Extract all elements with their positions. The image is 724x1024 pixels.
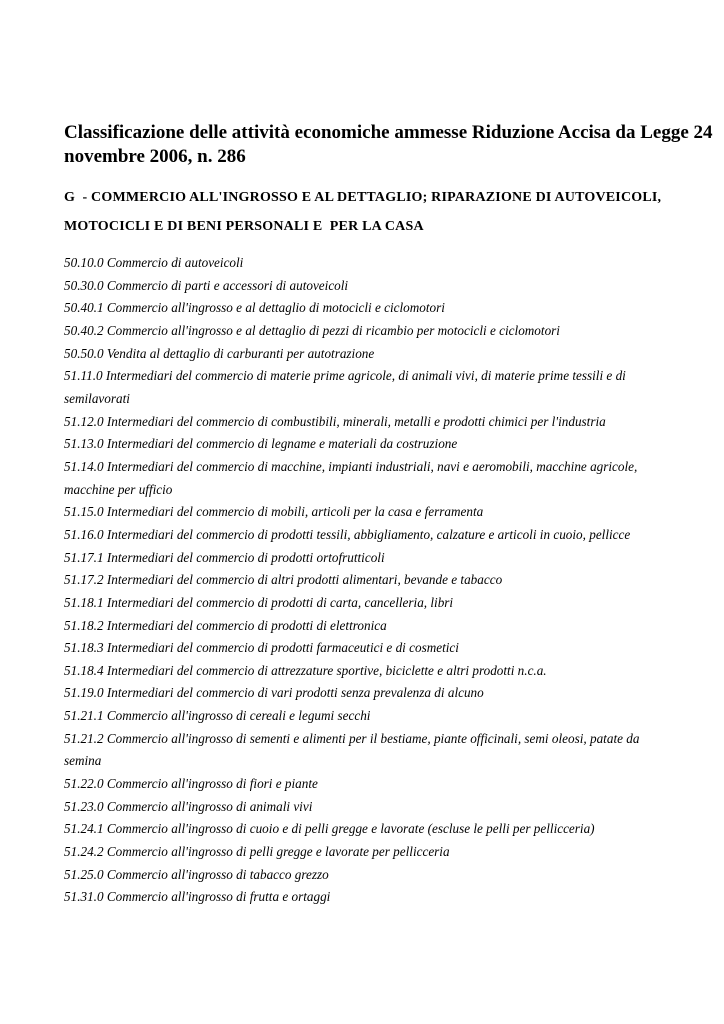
activity-line: 51.19.0 Intermediari del commercio di vari prodotti senza prevalenza di alcuno <box>64 685 484 701</box>
document-title-line1: Classificazione delle attività economiche ammesse Riduzione Accisa da Legge 24 <box>64 122 713 143</box>
document-title <box>64 121 713 168</box>
activity-line: macchine per ufficio <box>64 481 173 497</box>
activity-line: 51.25.0 Commercio all'ingrosso di tabacco grezzo <box>64 866 329 882</box>
section-heading <box>64 184 661 241</box>
document-title-line2: novembre 2006, n. 286 <box>64 145 246 167</box>
activity-line: 51.21.1 Commercio all'ingrosso di cereali e legumi secchi <box>64 708 371 724</box>
activity-line: 51.21.2 Commercio all'ingrosso di sementi e alimenti per il bestiame, piante officinali, semi oleosi, patate da <box>64 730 640 746</box>
section-heading-line2: MOTOCICLI E DI BENI PERSONALI E PER LA CASA <box>64 218 424 234</box>
activity-line: 50.10.0 Commercio di autoveicoli <box>64 255 244 270</box>
activity-line: semilavorati <box>64 390 130 406</box>
activity-line: 51.18.4 Intermediari del commercio di attrezzature sportive, biciclette e altri prodotti n.c.a. <box>64 662 547 678</box>
section-heading-line1: G - COMMERCIO ALL'INGROSSO E AL DETTAGLIO; RIPARAZIONE DI AUTOVEICOLI, <box>64 190 662 205</box>
activity-line: 50.50.0 Vendita al dettaglio di carburanti per autotrazione <box>64 345 375 361</box>
activity-line: 51.16.0 Intermediari del commercio di prodotti tessili, abbigliamento, calzature e articoli in cuoio, pellicce <box>64 526 631 542</box>
activity-line: 51.24.1 Commercio all'ingrosso di cuoio e di pelli gregge e lavorate (escluse le pelli per pellicceria) <box>64 821 595 837</box>
activity-line: 51.18.3 Intermediari del commercio di prodotti farmaceutici e di cosmetici <box>64 640 459 656</box>
activity-line: 51.15.0 Intermediari del commercio di mobili, articoli per la casa e ferramenta <box>64 504 484 520</box>
activity-line: 50.40.2 Commercio all'ingrosso e al dettaglio di pezzi di ricambio per motocicli e ciclomotori <box>64 322 560 338</box>
activity-line: 51.22.0 Commercio all'ingrosso di fiori e piante <box>64 776 318 792</box>
activity-line: 51.24.2 Commercio all'ingrosso di pelli gregge e lavorate per pellicceria <box>64 844 450 860</box>
activity-line: 51.14.0 Intermediari del commercio di macchine, impianti industriali, navi e aeromobili, macchine agricole, <box>64 458 638 474</box>
activity-line: 51.23.0 Commercio all'ingrosso di animali vivi <box>64 798 313 814</box>
activity-line: 51.18.1 Intermediari del commercio di prodotti di carta, cancelleria, libri <box>64 594 454 610</box>
activity-line: 50.40.1 Commercio all'ingrosso e al dettaglio di motocicli e ciclomotori <box>64 300 445 316</box>
activity-line: 51.17.2 Intermediari del commercio di altri prodotti alimentari, bevande e tabacco <box>64 572 503 588</box>
activity-line: 51.13.0 Intermediari del commercio di legname e materiali da costruzione <box>64 436 458 452</box>
activity-line: semina <box>64 753 102 769</box>
activity-line: 51.18.2 Intermediari del commercio di prodotti di elettronica <box>64 617 387 633</box>
activity-line: 50.30.0 Commercio di parti e accessori di autoveicoli <box>64 277 349 293</box>
activity-line: 51.12.0 Intermediari del commercio di combustibili, minerali, metalli e prodotti chimici per l'industria <box>64 413 606 429</box>
activity-line: 51.17.1 Intermediari del commercio di prodotti ortofrutticoli <box>64 549 385 565</box>
activity-line: 51.31.0 Commercio all'ingrosso di frutta e ortaggi <box>64 889 331 905</box>
activity-line: 51.11.0 Intermediari del commercio di materie prime agricole, di animali vivi, di materie prime tessili e di <box>64 368 626 384</box>
activity-list <box>64 252 639 909</box>
